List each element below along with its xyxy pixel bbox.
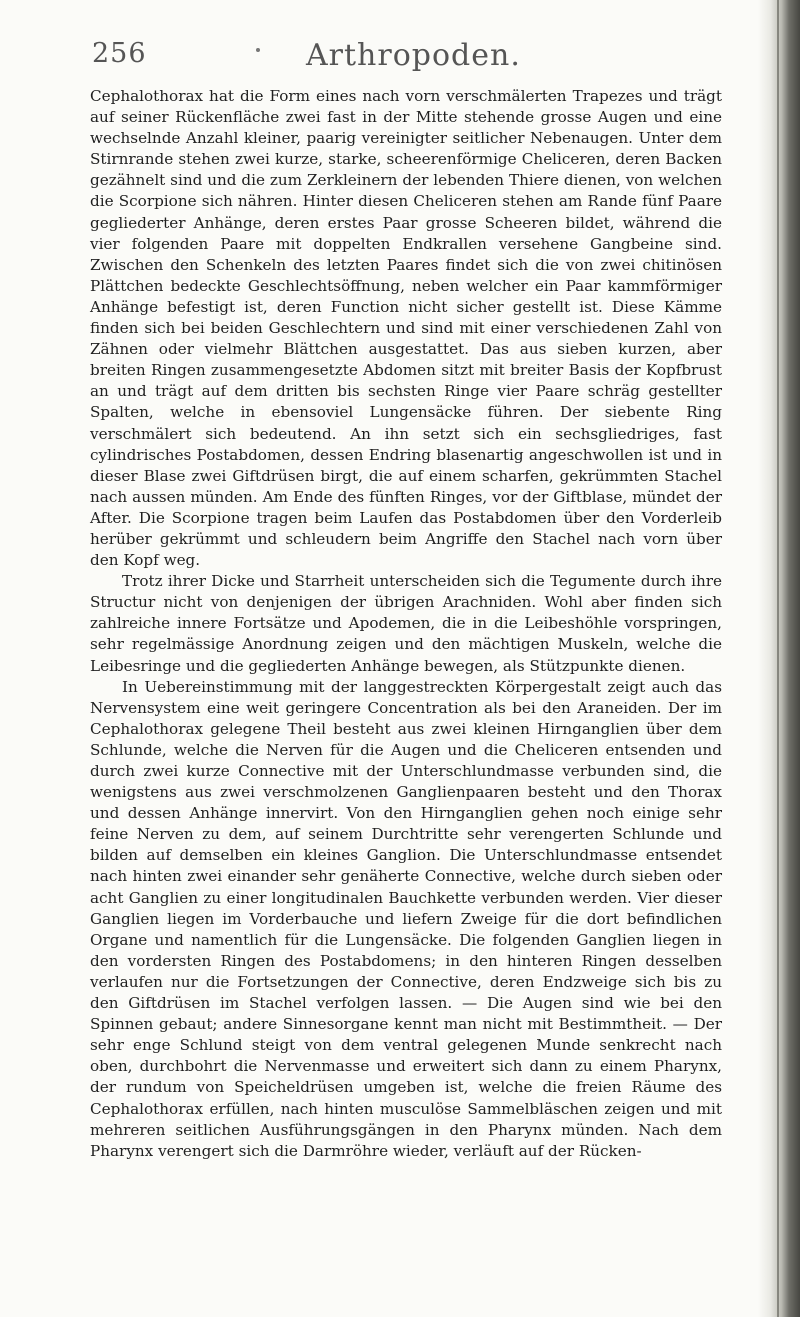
page-edge-shadow — [758, 0, 800, 1317]
running-title: Arthropoden. — [306, 38, 521, 73]
paragraph-tegument: Trotz ihrer Dicke und Starrheit unterscheiden sich die Tegumente durch ihre Structur nicht von denjenigen der übrigen Arachniden. Wohl aber finden sich zahlreiche innere Fortsätze und Apodemen, die in die Leibeshöhle vorspringen, sehr regelmässige Anordnung zeigen und den mächtigen Muskeln, welche die Leibesringe und die gegliederten Anhänge bewegen, als Stützpunkte dienen. — [90, 572, 722, 675]
paragraph-nervous-system: In Uebereinstimmung mit der langgestreckten Körpergestalt zeigt auch das Nervensystem eine weit geringere Concentration als bei den Araneiden. Der im Cephalothorax gelegene Theil besteht aus zwei kleinen Hirnganglien über dem Schlunde, welche die Nerven für die Augen und die Cheliceren entsenden und durch zwei kurze Connective mit der Unterschlundmasse verbunden sind, die wenigstens aus zwei verschmolzenen Ganglienpaaren besteht und den Thorax und dessen Anhänge innervirt. Von den Hirnganglien gehen noch einige sehr feine Nerven zu dem, auf seinem Durchtritte sehr verengerten Schlunde und bilden auf demselben ein kleines Ganglion. Die Unterschlundmasse entsendet nach hinten zwei einander sehr genäherte Connective, welche durch sieben oder acht Ganglien zu einer longitudinalen Bauchkette verbunden werden. Vier dieser Ganglien liegen im Vorderbauche und liefern Zweige für die dort befindlichen Organe und namentlich für die Lungensäcke. Die folgenden Ganglien liegen in den vordersten Ringen des Postabdomens; in den hinteren Ringen desselben verlaufen nur die Fortsetzungen der Connective, deren Endzweige sich bis zu den Giftdrüsen im Stachel verfolgen lassen. — Die Augen sind wie bei den Spinnen gebaut; andere Sinnesorgane kennt man nicht mit Bestimmtheit. — Der sehr enge Schlund steigt von dem ventral gelegenen Munde senkrecht nach oben, durchbohrt die Nervenmasse und erweitert sich dann zu einem Pharynx, der rundum von Speicheldrüsen umgeben ist, welche die freien Räume des Cephalothorax erfüllen, nach hinten musculöse Sammelbläschen zeigen und mit mehreren seitlichen Ausführungsgängen in den Pharynx münden. Nach dem Pharynx verengert sich die Darmröhre wieder, verläuft auf der Rücken- — [90, 677, 722, 1160]
page-header — [92, 38, 724, 78]
page-edge-line — [777, 0, 779, 1317]
paragraph-scorpion-morphology: Cephalothorax hat die Form eines nach vorn verschmälerten Trapezes und trägt auf seiner Rückenfläche zwei fast in der Mitte stehende grosse Augen und eine wechselnde Anzahl kleiner, paarig vereinigter seitlicher Nebenaugen. Unter dem Stirnrande stehen zwei kurze, starke, scheerenförmige Cheliceren, deren Backen gezähnelt sind und die zum Zerkleinern der lebenden Thiere dienen, von welchen die Scorpione sich nähren. Hinter diesen Cheliceren stehen am Rande fünf Paare gegliederter Anhänge, deren erstes Paar grosse Scheeren bildet, während die vier folgenden Paare mit doppelten Endkrallen versehene Gangbeine sind. Zwischen den Schenkeln des letzten Paares findet sich die von zwei chitinösen Plättchen bedeckte Geschlechtsöffnung, neben welcher ein Paar kammförmiger Anhänge befestigt ist, deren Function nicht sicher gestellt ist. Diese Kämme finden sich bei beiden Geschlechtern und sind mit einer verschiedenen Zahl von Zähnen oder vielmehr Blättchen ausgestattet. Das aus sieben kurzen, aber breiten Ringen zusammengesetzte Abdomen sitzt mit breiter Basis der Kopfbrust an und trägt auf dem dritten bis sechsten Ringe vier Paare schräg gestellter Spalten, welche in ebensoviel Lungensäcke führen. Der siebente Ring verschmälert sich bedeutend. An ihn setzt sich ein sechsgliedriges, fast cylindrisches Postabdomen, dessen Endring blasenartig angeschwollen ist und in dieser Blase zwei Giftdrüsen birgt, die auf einem scharfen, gekrümmten Stachel nach aussen münden. Am Ende des fünften Ringes, vor der Giftblase, mündet der After. Die Scorpione tragen beim Laufen das Postabdomen über den Vorderleib herüber gekrümmt und schleudern beim Angriffe den Stachel nach vorn über den Kopf weg. — [90, 87, 722, 570]
header-dot — [256, 48, 260, 52]
body-text — [90, 86, 722, 1162]
page-number: 256 — [92, 38, 147, 69]
